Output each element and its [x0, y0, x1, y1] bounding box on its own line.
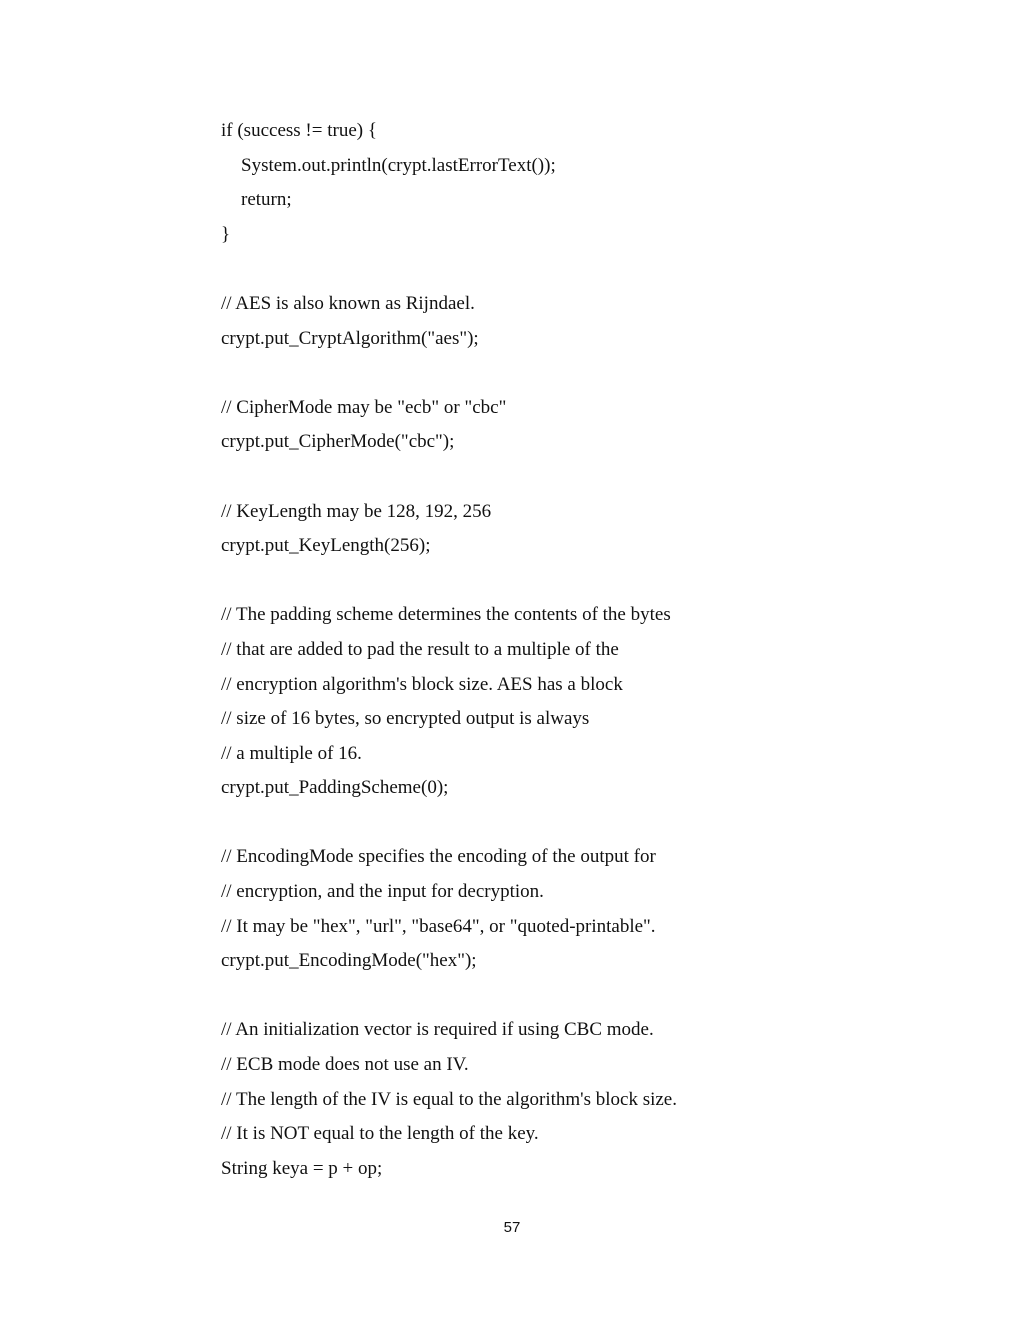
- code-comment: // a multiple of 16.: [221, 742, 362, 764]
- code-comment: // It is NOT equal to the length of the key.: [221, 1123, 539, 1145]
- code-comment: // CipherMode may be "ecb" or "cbc": [221, 396, 507, 418]
- code-line: crypt.put_PaddingScheme(0);: [221, 777, 449, 799]
- code-listing: [221, 114, 921, 1186]
- page-number: 57: [503, 1219, 521, 1236]
- code-line: return;: [241, 189, 292, 211]
- code-line: crypt.put_CipherMode("cbc");: [221, 431, 455, 453]
- code-line-blank: [221, 979, 921, 1014]
- code-comment: // An initialization vector is required if using CBC mode.: [221, 1019, 654, 1041]
- code-line: String keya = p + op;: [221, 1157, 383, 1179]
- code-comment: // EncodingMode specifies the encoding of the output for: [221, 846, 656, 868]
- code-comment: // KeyLength may be 128, 192, 256: [221, 500, 492, 522]
- code-comment: // It may be "hex", "url", "base64", or "quoted-printable".: [221, 915, 656, 937]
- code-line-blank: [221, 460, 921, 495]
- code-comment: // size of 16 bytes, so encrypted output is always: [221, 708, 590, 730]
- code-comment: // that are added to pad the result to a multiple of the: [221, 638, 619, 660]
- code-comment: // The length of the IV is equal to the algorithm's block size.: [221, 1088, 677, 1110]
- code-line: }: [221, 223, 231, 245]
- code-line: crypt.put_CryptAlgorithm("aes");: [221, 327, 479, 349]
- code-line-blank: [221, 564, 921, 599]
- code-comment: // encryption algorithm's block size. AES has a block: [221, 673, 623, 695]
- code-line-blank: [221, 252, 921, 287]
- code-line-blank: [221, 356, 921, 391]
- code-line-blank: [221, 806, 921, 841]
- code-comment: // The padding scheme determines the contents of the bytes: [221, 604, 671, 626]
- code-line: if (success != true) {: [221, 120, 377, 141]
- code-comment: // AES is also known as Rijndael.: [221, 292, 475, 314]
- code-line: System.out.println(crypt.lastErrorText());: [241, 154, 556, 176]
- code-comment: // encryption, and the input for decryption.: [221, 881, 544, 903]
- code-comment: // ECB mode does not use an IV.: [221, 1054, 469, 1076]
- code-line: crypt.put_EncodingMode("hex");: [221, 950, 477, 972]
- code-line: crypt.put_KeyLength(256);: [221, 535, 431, 557]
